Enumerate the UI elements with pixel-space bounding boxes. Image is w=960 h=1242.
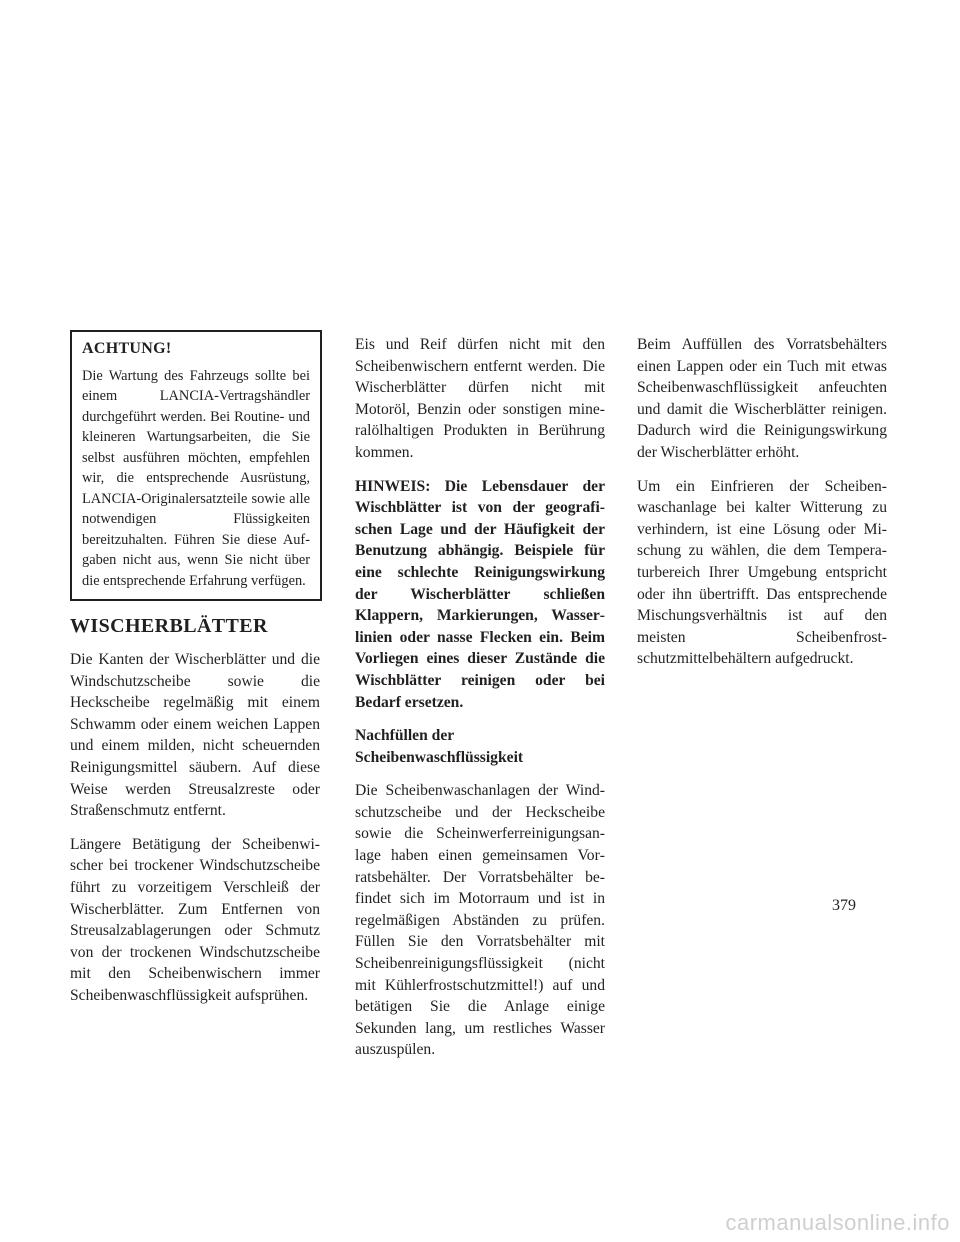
subheading-refill-line1: Nachfüllen der <box>355 727 455 745</box>
warning-box <box>70 330 322 601</box>
paragraph-wiper-dry-use: Längere Betätigung der Scheibenwischer bei trockener Windschutzscheibe führt zu vorzeitigem Verschleiß der Wischerblätter. Zum Entfernen von Streusalzablagerungen oder Schmutz von der trockenen Windschutzscheibe mit den Scheibenwischern immer Scheibenwaschflüssigkeit aufsprühen. <box>70 835 320 1004</box>
warning-title: ACHTUNG! <box>82 340 172 357</box>
paragraph-refill-cloth: Beim Auffüllen des Vorratsbehälters einen Lappen oder ein Tuch mit etwas Scheibenwaschflüssigkeit anfeuchten und damit die Wischerblätter reinigen. Dadurch wird die Reinigungswirkung der Wischerblätter erhöht. <box>637 336 887 461</box>
subheading-refill <box>355 725 605 768</box>
paragraph-wiper-cleaning: Die Kanten der Wischerblätter und die Windschutzscheibe sowie die Heckscheibe regelmäßig mit einem Schwamm oder einem weichen Lappen und einem milden, nicht scheuernden Reinigungsmittel säubern. Auf diese Weise werden Streusalzreste oder Straßenschmutz entfernt. <box>70 651 320 820</box>
page-number: 379 <box>832 897 856 914</box>
column-1 <box>70 330 320 1019</box>
paragraph-antifreeze: Um ein Einfrieren der Scheibenwaschanlage bei kalter Witterung zu verhindern, ist eine Lösung oder Mischung zu wählen, die dem Temperaturbereich Ihrer Umgebung entspricht oder ihn übertrifft. Das entsprechende Mischungsverhältnis ist auf den meisten Scheibenfrostschutzmittelbehältern aufgedruckt. <box>637 477 887 668</box>
warning-text: Die Wartung des Fahrzeugs sollte bei einem LANCIA-Vertragshändler durchgeführt werden. Bei Routine- und kleineren Wartungsarbeiten, die Sie selbst ausführen möchten, empfehlen wir, die entsprechende Ausrüstung, LANCIA-Originalersatzteile sowie alle notwendigen Flüssigkeiten bereitzuhalten. Führen Sie diese Aufgaben nicht aus, wenn Sie nicht über die entsprechende Erfahrung verfügen. <box>82 367 310 589</box>
note-wiper-lifetime: HINWEIS: Die Lebensdauer der Wischblätter ist von der geografischen Lage und der Häufigkeit der Benutzung abhängig. Beispiele für eine schlechte Reinigungswirkung der Wischerblätter schließen Klappern, Markierungen, Wasserlinien oder nasse Flecken ein. Beim Vorliegen eines dieser Zustände die Wischblätter reinigen oder bei Bedarf ersetzen. <box>355 477 605 711</box>
watermark: carmanualsonline.info <box>725 1210 950 1235</box>
paragraph-washer-system: Die Scheibenwaschanlagen der Windschutzscheibe und der Heckscheibe sowie die Scheinwerferreinigungsanlage haben einen gemeinsamen Vorratsbehälter. Der Vorratsbehälter befindet sich im Motorraum und ist in regelmäßigen Abständen zu prüfen. Füllen Sie den Vorratsbehälter mit Scheibenreinigungsflüssigkeit (nicht mit Kühlerfrostschutzmittel!) auf und betätigen Sie die Anlage einige Sekunden lang, um restliches Wasser auszuspülen. <box>355 782 605 1059</box>
subheading-refill-line2: Scheibenwaschflüssigkeit <box>355 748 524 766</box>
column-3 <box>637 334 887 682</box>
column-2 <box>355 334 605 1073</box>
paragraph-ice-frost: Eis und Reif dürfen nicht mit den Scheibenwischern entfernt werden. Die Wischerblätter dürfen nicht mit Motoröl, Benzin oder sonstigen mineralölhaltigen Produkten in Berührung kommen. <box>355 336 605 461</box>
section-heading-wiper-blades: WISCHERBLÄTTER <box>70 615 268 638</box>
